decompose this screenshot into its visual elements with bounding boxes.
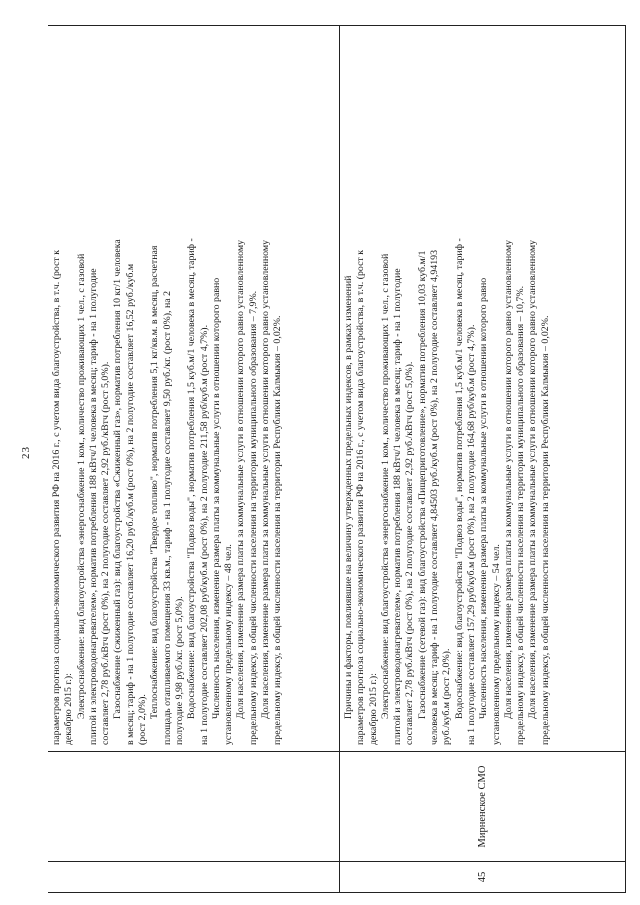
text-line: на 1 полугодие составляет 157,29 руб/куб.м (рост 0%), на 2 полугодие 164,68 руб/куб.м (рост 4,7%).	[465, 324, 477, 745]
text-line: предельному индексу, в общей численности населения на территории муниципального образования – 7,9%.	[247, 290, 259, 745]
text-line: полугодие 9,98 руб./кг. (рост 5,0%).	[173, 596, 185, 745]
text-line: Электроснабжение: вид благоустройства «энергоснабжение 1 ком., количество проживающих 1 чел., с газовой	[379, 253, 391, 719]
text-line: составляет 2,78 руб./кВтч (рост 0%), на 2 полугодие составляет 2,92 руб./кВтч (рост 5,0%).	[404, 361, 416, 745]
description-cell	[48, 26, 340, 752]
text-line: Электроснабжение: вид благоустройства «энергоснабжение 1 ком., количество проживающих 1 чел., с газовой	[75, 253, 87, 719]
text-line: (рост 2,0%).	[137, 694, 149, 745]
text-line: человека в месяц; тариф - на 1 полугодие составляет 4,84503 руб./куб.м (рост 0%), на 2 полугодие составляет 4,94193	[429, 249, 441, 745]
text-line: плитой и электроводонагревателем», норматив потребления 188 кВтч/1 человека в месяц; тариф - на 1 полугодие	[392, 268, 404, 745]
page-number: 23	[20, 446, 32, 459]
text-line: Теплоснабжение: вид благоустройства "Твердое топливо", норматив потребления 5,1 кг/кв.м. в месяц, расчетная	[149, 245, 161, 719]
description-cell	[340, 26, 626, 752]
text-line: на 1 полугодие составляет 202,08 руб/куб.м (рост 0%), на 2 полугодие 211,58 руб/куб.м (рост 4,7%).	[198, 324, 210, 745]
text-line: Численность населения, изменение размера платы за коммунальные услуги в отношении которого равно	[478, 277, 490, 719]
text-line: предельному индексу, в общей численности населения на территории Республики Калмыкия – 0,02%.	[539, 315, 551, 745]
text-line: Водоснабжение: вид благоустройства "Подвоз воды", норматив потребления 1,5 куб.м/1 человека в месяц, тариф -	[186, 238, 198, 719]
document-table	[48, 25, 626, 893]
text-line: Газоснабжение (сжиженный газ): вид благоустройства «Сжиженный газ», норматив потребления 10 кг/1 человека	[112, 239, 124, 719]
municipality-name-cell: Мирненское СМО	[340, 752, 626, 862]
row-number-cell	[48, 862, 340, 893]
table-row-mirnenskoe	[340, 26, 626, 893]
text-line: установленному предельному индексу – 54 чел.	[490, 544, 502, 745]
text-line: руб./куб.м (рост 2,0%).	[441, 648, 453, 745]
text-line: площадь отапливаемого помещения 33 кв.м., тариф - на 1 полугодие составляет 9,50 руб./кг. (рост 0%), на 2	[161, 290, 173, 745]
description-text	[343, 32, 552, 745]
description-text	[51, 32, 285, 745]
row-number-cell: 45	[340, 862, 626, 893]
text-line: декабрю 2015 г.):	[367, 673, 379, 745]
text-line: предельному индексу, в общей численности населения на территории Республики Калмыкия – 0,02%.	[272, 315, 284, 745]
text-line: составляет 2,78 руб./кВтч (рост 0%), на 2 полугодие составляет 2,92 руб./кВтч (рост 5,0%).	[100, 361, 112, 745]
text-line: плитой и электроводонагревателем», норматив потребления 188 кВтч/1 человека в месяц; тариф - на 1 полугодие	[87, 268, 99, 745]
text-line: параметров прогноза социально-экономического развития РФ на 2016 г., с учетом вида благоустройства, в т.ч. (рост к	[355, 249, 367, 745]
text-line: параметров прогноза социально-экономического развития РФ на 2016 г., с учетом вида благоустройства, в т.ч. (рост к	[51, 249, 62, 745]
text-line: Доля населения, изменение размера платы за коммунальные услуги в отношении которого равно установленному	[235, 239, 247, 719]
text-line: установленному предельному индексу – 48 чел.	[223, 544, 235, 745]
text-line: в месяц; тариф - на 1 полугодие составляет 16,20 руб./куб.м (рост 0%), на 2 полугодие составляет 16,52 руб./куб.м	[124, 263, 136, 745]
text-line: Доля населения, изменение размера платы за коммунальные услуги в отношении которого равно установленному	[502, 239, 514, 719]
text-line: предельному индексу, в общей численности населения на территории муниципального образования – 10,7%.	[515, 285, 527, 745]
text-line: декабрю 2015 г.):	[63, 673, 75, 745]
municipality-name-cell	[48, 752, 340, 862]
text-line: Газоснабжение (сетевой газ): вид благоустройства «Пищеприготовление», норматив потребления 10,03 куб.м/1	[416, 250, 428, 719]
text-line: Доля населения, изменение размера платы за коммунальные услуги в отношении которого равно установленному	[527, 239, 539, 719]
text-line: Доля населения, изменение размера платы за коммунальные услуги в отношении которого равно установленному	[260, 239, 272, 719]
table-row-continued	[48, 26, 340, 893]
text-line: Причины и факторы, повлиявшие на величину утвержденных предельных индексов, в рамках изменений	[343, 275, 354, 719]
text-line: Водоснабжение: вид благоустройства "Подвоз воды", норматив потребления 1,5 куб.м/1 человека в месяц, тариф -	[453, 238, 465, 719]
text-line: Численность населения, изменение размера платы за коммунальные услуги в отношении которого равно	[210, 277, 222, 719]
